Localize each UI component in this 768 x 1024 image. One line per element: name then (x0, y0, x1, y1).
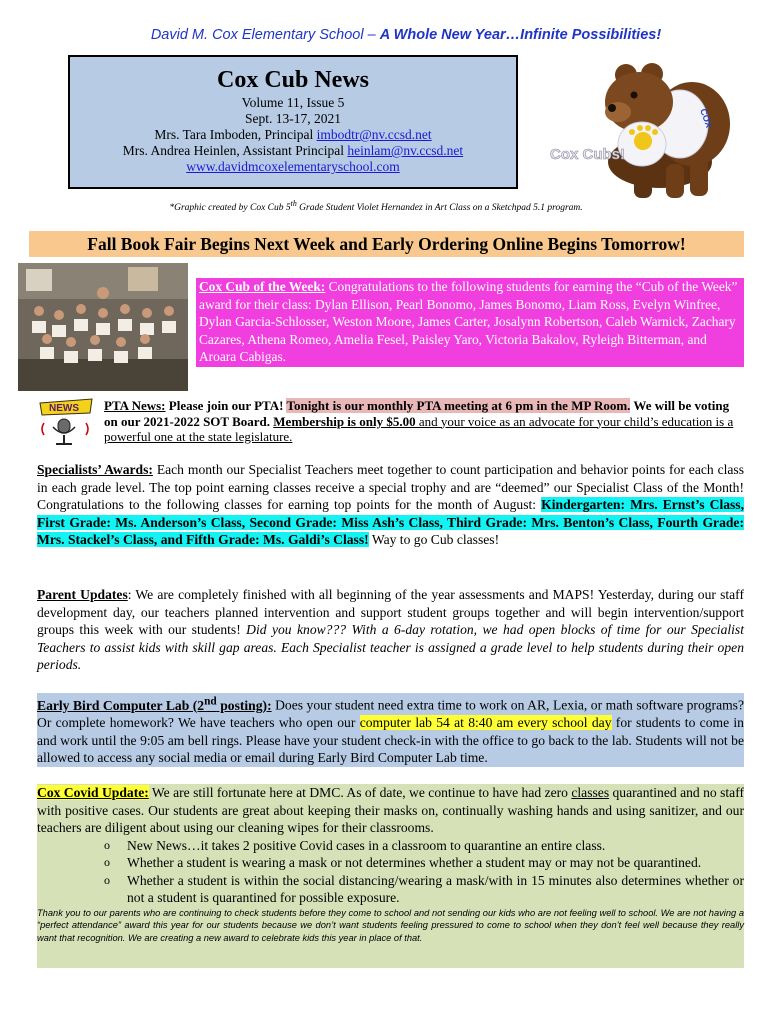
principal-email-link[interactable]: imbodtr@nv.ccsd.net (316, 127, 432, 142)
covid-update: Cox Covid Update: We are still fortunate here at DMC. As of date, we continue to have had zero classes quarantined and no staff with positive cases. Our students are great about keeping their masks on, continually washing hands and using sanitizer, and our teachers are diligent about using our cleaning wipes for their classrooms. o New News…it takes 2 positive Covid cases in a classroom to quarantine an entire class. o Whether a student is wearing a mask or not determines whether a student may or may not be quarantined. o Whether a student is within the social distancing/wearing a mask/with in 15 minutes also determines whether or not a student is quarantined for possible exposure. Thank you to our parents who are continuing to check students before they come to school and not sending our kids who are not feeling well to school. We are not having a “perfect attendance” award this year for our students because we don’t want students feeling pressured to come to school when they don’t feel well because they really want that recognition. We are creating a new award to celebrate kids this year in place of that. (37, 784, 744, 968)
book-fair-banner: Fall Book Fair Begins Next Week and Early Ordering Online Begins Tomorrow! (29, 231, 744, 257)
news-icon-text: NEWS (49, 403, 79, 414)
issue-dates: Sept. 13-17, 2021 (245, 111, 341, 126)
graphic-credit: *Graphic created by Cox Cub 5th Grade Student Violet Hernandez in Art Class on a Sketchpad 5.1 program. (169, 199, 583, 214)
mascot-shirt-text: COX (698, 107, 715, 130)
parent-updates-did-you-know: Did you know??? With a 6-day rotation, we had open blocks of time for our Specialist Teachers to assist kids with skill gap areas. Each Specialist teacher is assigned a grade level to help students during their open periods. (37, 622, 744, 672)
cub-of-the-week-heading: Cox Cub of the Week: (199, 279, 326, 294)
pta-membership: Membership is only $5.00 (273, 413, 416, 429)
cox-cub-bear-graphic (540, 62, 750, 202)
pta-heading: PTA News: (104, 398, 166, 413)
school-tagline (0, 27, 768, 43)
cub-of-the-week-text: Congratulations to the following students for earning the “Cub of the Week” award for their class: Dylan Ellison, Pearl Bonomo, James Bonomo, Liam Ross, Evelyn Winfree, Dylan Garcia-Schlosser, Weston Moore, James Carter, Josalynn Robertson, Caleb Warnick, Zachary Cazares, Athena Romeo, Amelia Fesel, Paisley Yaro, Victoria Bakalov, Ryleigh Bitterman, and Aroara Cabigas. (199, 279, 738, 364)
news-microphone-icon (36, 395, 96, 447)
cub-of-the-week-box (196, 278, 744, 367)
newsletter-title: Cox Cub News (216, 67, 369, 93)
website-link[interactable]: www.davidmcoxelementaryschool.com (186, 159, 400, 174)
parent-updates-heading: Parent Updates (37, 587, 128, 602)
covid-bullet: o Whether a student is wearing a mask or not determines whether a student may or may not be quarantined. (127, 854, 744, 872)
covid-heading: Cox Covid Update: (37, 785, 149, 800)
masthead-box (68, 55, 518, 189)
specialists-awards: Specialists’ Awards: Each month our Specialist Teachers meet together to count participation and behavior points for each class in each grade level. The top point earning classes receive a special trophy and are “deemed” our Specialist Class of the Month! Congratulations to the following classes for earning top points for the month of August: Kindergarten: Mrs. Ernst’s Class, First Grade: Ms. Anderson’s Class, Second Grade: Miss Ash’s Class, Third Grade: Mrs. Benton’s Class, Fourth Grade: Mrs. Stackel’s Class, and Fifth Grade: Ms. Galdi’s Class! Way to go Cub classes! (37, 462, 744, 547)
mascot-caption: Cox Cubs! (550, 146, 625, 163)
assistant-principal-email-link[interactable]: heinlam@nv.ccsd.net (347, 143, 464, 158)
covid-classes-word: classes (571, 785, 610, 800)
pta-meeting-highlight: Tonight is our monthly PTA meeting at 6 pm in the MP Room. (286, 398, 631, 413)
specialists-winning-classes: Kindergarten: Mrs. Ernst’s Class, First Grade: Ms. Anderson’s Class, Second Grade: Miss Ash’s Class, Third Grade: Mrs. Benton’s Class, Fourth Grade: Mrs. Stackel’s Class, and Fifth Grade: Ms. Galdi’s Class! (37, 497, 744, 547)
tagline-school-name: David M. Cox Elementary School – (150, 27, 376, 43)
pta-news: PTA News: Please join our PTA! Tonight is our monthly PTA meeting at 6 pm in the MP Room. We will be voting on our 2021-2022 SOT Board. Membership is only $5.00 and your voice as an advocate for your child’s education is a powerful one at the state legislature. (104, 398, 734, 444)
early-bird-computer-lab: Early Bird Computer Lab (2nd posting): Does your student need extra time to work on AR, Lexia, or math software programs? Or complete homework? We have teachers who open our computer lab 54 at 8:40 am every school day for students to come in and work until the 9:05 am bell rings. Please have your student check-in with the office to go back to the lab. Students will not be allowed to access any social media or email during Early Bird Computer Lab time. (37, 695, 745, 766)
covid-thank-you-note: Thank you to our parents who are continuing to check students before they come to school and not sending our kids who are not feeling well to school. We are not having a “perfect attendance” award this year for our students because we don’t want students feeling pressured to come to school when they don’t feel well because they really want that recognition. We are creating a new award to celebrate kids this year in place of that. (37, 907, 744, 943)
covid-bullet: o Whether a student is within the social distancing/wearing a mask/with in 15 minutes also determines whether or not a student is quarantined for possible exposure. (127, 872, 744, 907)
covid-bullet: o New News…it takes 2 positive Covid cases in a classroom to quarantine an entire class. (127, 837, 744, 855)
covid-bullet-list (37, 837, 744, 907)
assistant-principal-label: Mrs. Andrea Heinlen, Assistant Principal (122, 143, 345, 158)
parent-updates: Parent Updates: We are completely finished with all beginning of the year assessments and MAPS! Yesterday, during our staff development day, our teachers planned intervention and support student groups together and will begin intervention/support groups this week with our students! Did you know??? With a 6-day rotation, we had open blocks of time for our Specialist Teachers to assist kids with skill gap areas. Each Specialist teacher is assigned a grade level to help students during their open periods. (37, 587, 744, 672)
principal-label: Mrs. Tara Imboden, Principal (154, 127, 314, 142)
computer-lab-highlight: computer lab 54 at 8:40 am every school day (359, 715, 612, 731)
early-bird-heading: Early Bird Computer Lab (2nd posting): (37, 695, 272, 713)
class-photo (18, 263, 188, 391)
assistant-principal-line (70, 143, 516, 159)
principal-line (70, 127, 516, 143)
website-line (70, 159, 516, 175)
tagline-motto: A Whole New Year…Infinite Possibilities! (379, 27, 662, 43)
specialists-heading: Specialists’ Awards: (37, 462, 153, 477)
volume-issue: Volume 11, Issue 5 (241, 95, 345, 110)
